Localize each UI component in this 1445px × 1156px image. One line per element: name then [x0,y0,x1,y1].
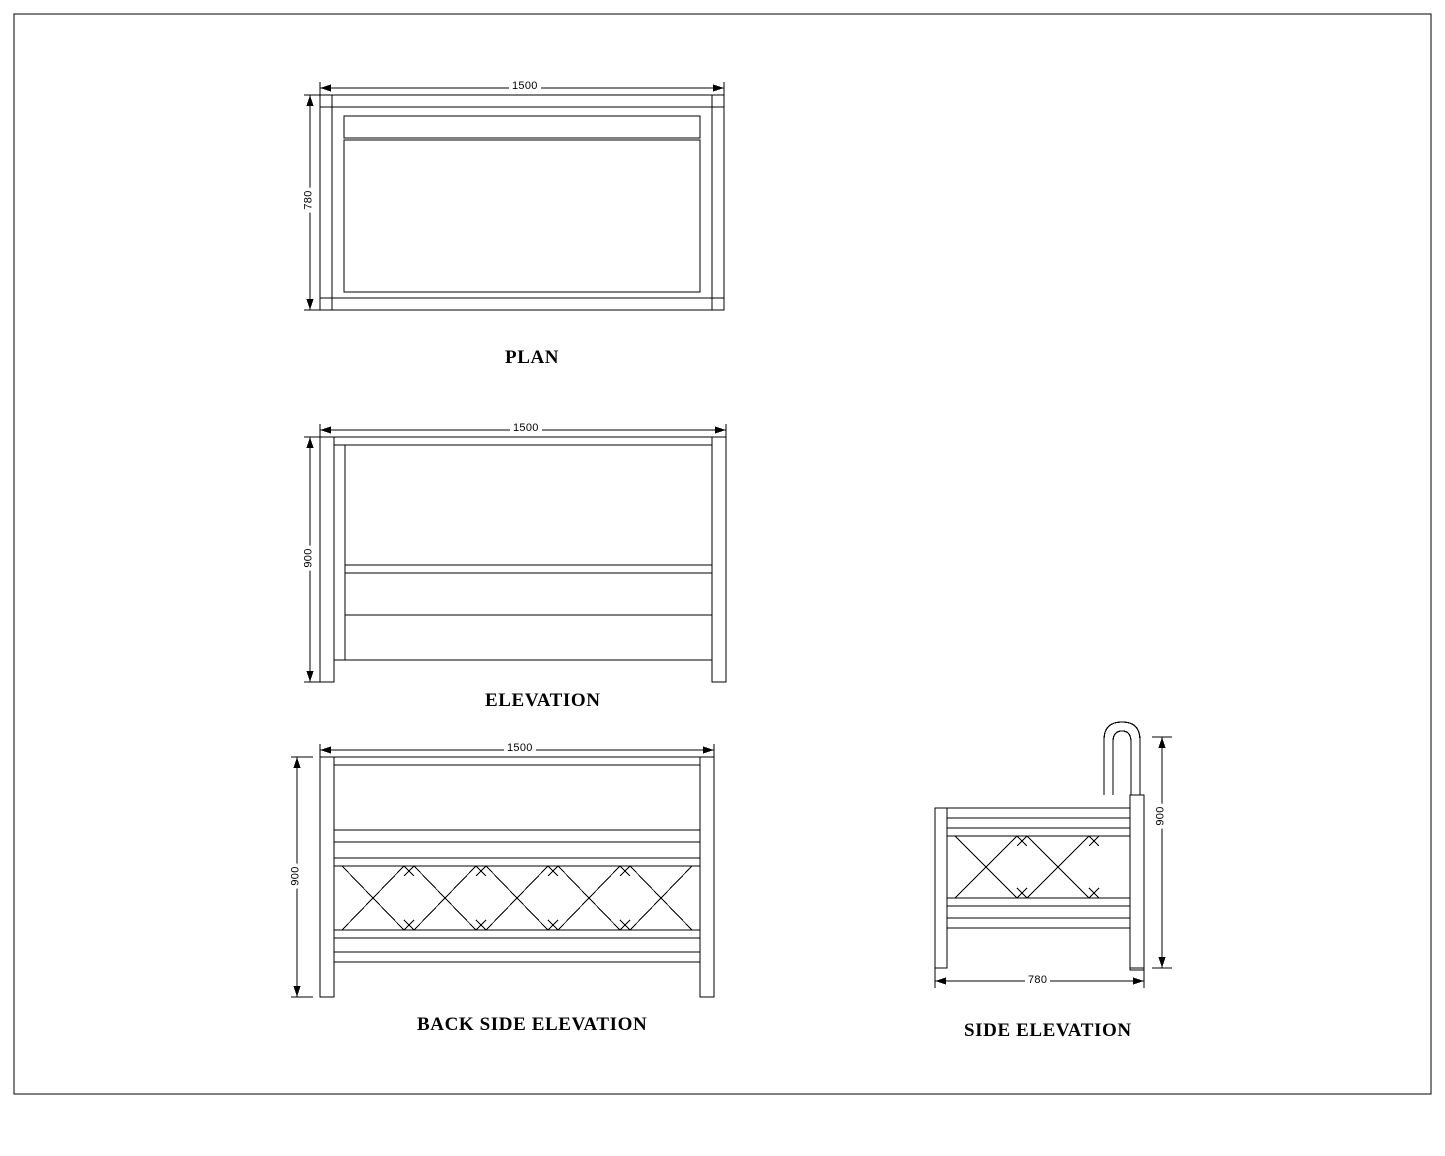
dimension-elevation-width: 1500 [510,422,542,434]
elevation-geometry [320,437,726,682]
dimension-back-width: 1500 [504,742,536,754]
dimension-back-height: 900 [290,863,302,888]
dimension-elevation-height: 900 [303,545,315,570]
dimension-side-depth: 780 [1025,974,1050,986]
back-side-elevation-geometry [320,757,714,997]
side-elevation-geometry [935,722,1144,970]
dimension-plan-depth: 780 [303,187,315,212]
dimension-side-height: 900 [1155,803,1167,828]
side-height-dimension [1152,737,1172,968]
view-label-back-side-elevation: BACK SIDE ELEVATION [417,1014,648,1035]
view-label-elevation: ELEVATION [485,690,601,711]
view-label-side-elevation: SIDE ELEVATION [964,1020,1132,1041]
plan-geometry [320,95,724,310]
view-label-plan: PLAN [505,347,560,368]
dimension-plan-width: 1500 [509,80,541,92]
